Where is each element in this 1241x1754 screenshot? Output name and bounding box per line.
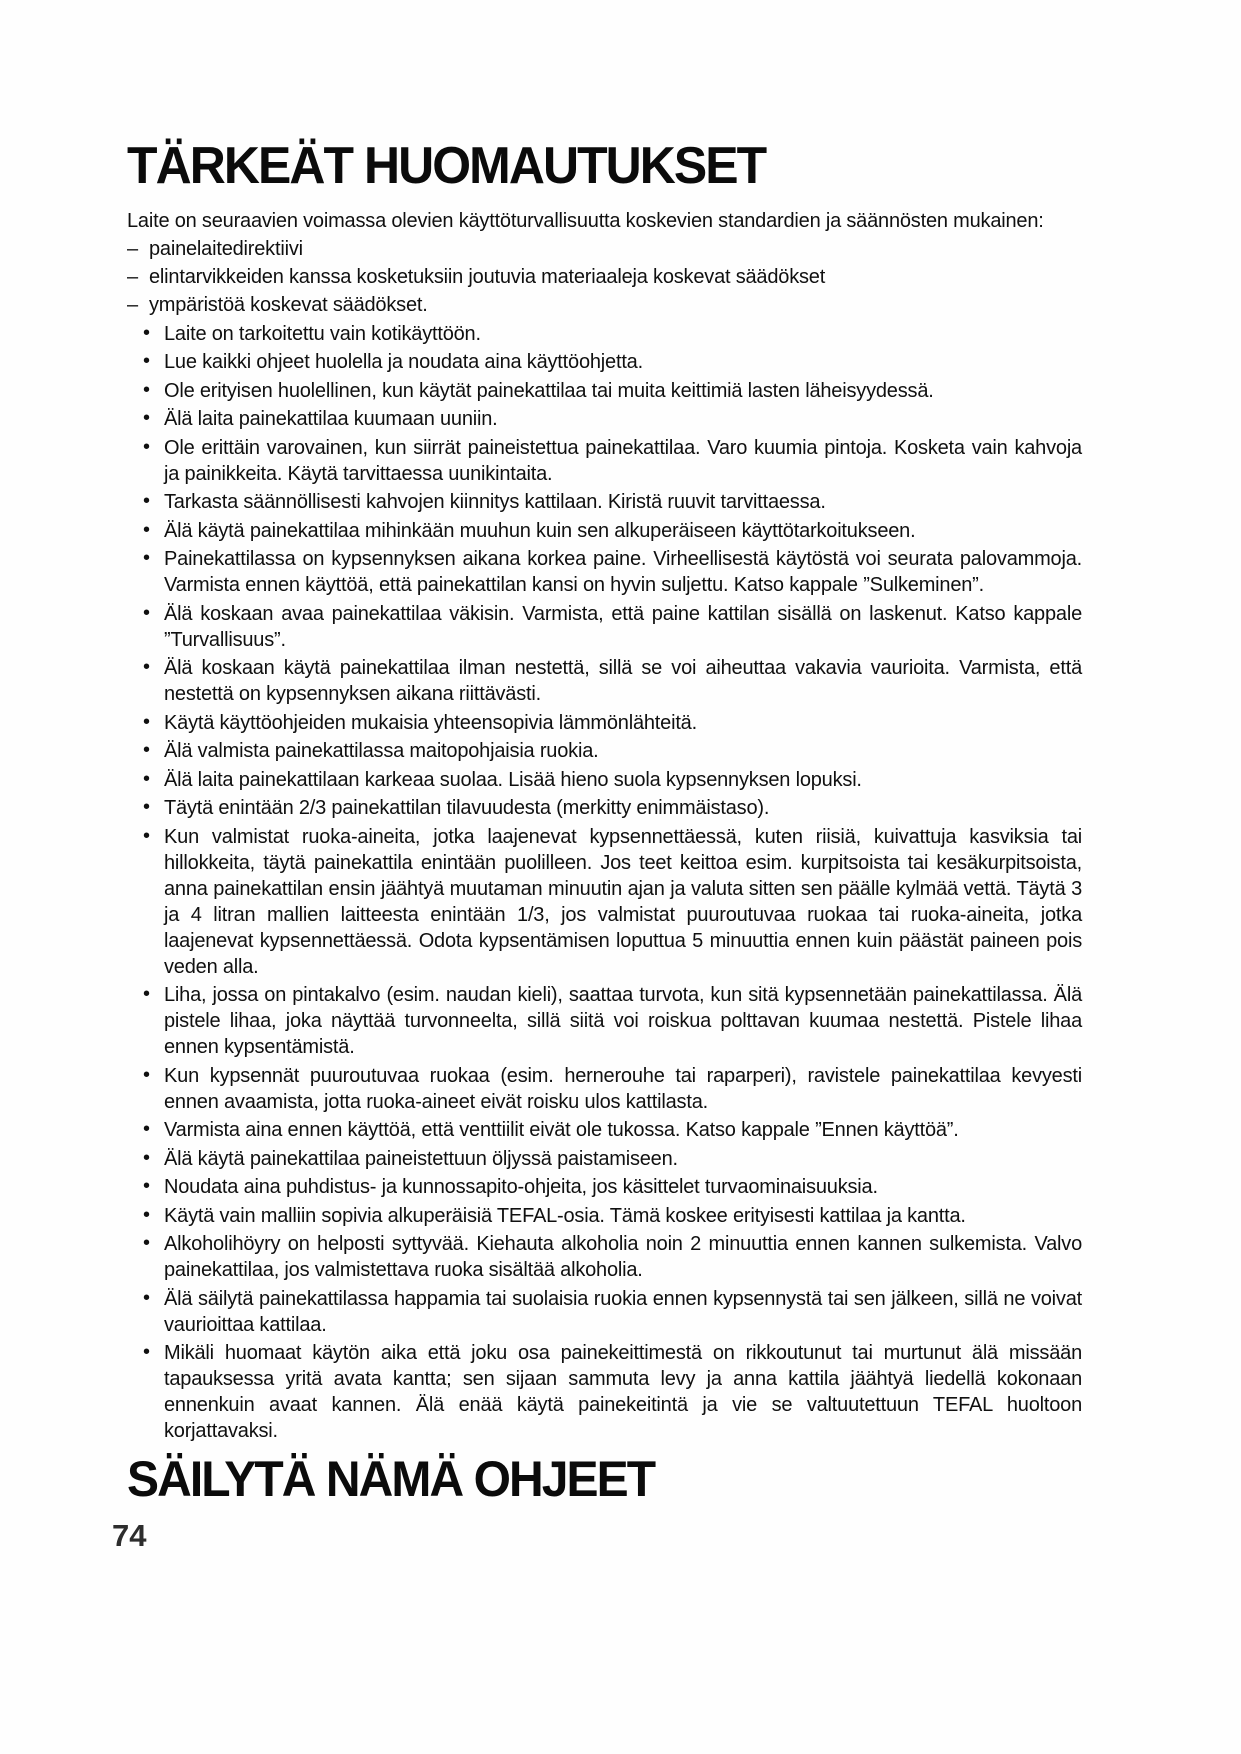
bullet-marker: • (143, 710, 150, 733)
safety-instruction-item (127, 795, 1082, 821)
bullet-marker: • (143, 1232, 150, 1254)
bullet-marker: • (143, 1118, 150, 1140)
safety-instruction-item (127, 435, 1082, 487)
bullet-marker: • (143, 407, 150, 429)
safety-instruction-item (127, 349, 1082, 375)
bullet-marker: • (143, 490, 150, 512)
safety-instruction-item (127, 1203, 1082, 1229)
safety-instruction-item (127, 489, 1082, 515)
compliance-list-item (127, 236, 1082, 262)
safety-instruction-item (127, 1174, 1082, 1200)
bullet-marker: • (143, 1063, 150, 1086)
dash-marker: – (127, 238, 138, 260)
page-title: TÄRKEÄT HUOMAUTUKSET (127, 137, 766, 195)
safety-instruction-text: Mikäli huomaat käytön aika että joku osa painekeittimestä on rikkoutunut tai murtunut älä missään tapauksessa yritä avata kantta; sen sijaan sammuta levy ja anna kattila jäähtyä liedellä kokonaan ennenkuin avaat kannen. Älä enää käytä painekeitintä ja vie se valtuutettuun TEFAL huoltoon korjattavaksi. (164, 1342, 1082, 1442)
bullet-marker: • (143, 1175, 150, 1197)
safety-instruction-text: Älä laita painekattilaan karkeaa suolaa. Lisää hieno suola kypsennyksen lopuksi. (164, 768, 862, 791)
bullet-marker: • (143, 321, 150, 344)
safety-instruction-text: Kun valmistat ruoka-aineita, jotka laajenevat kypsennettäessä, kuten riisiä, kuivattuja kasviksia tai hillokkeita, täytä painekattila enintään puolilleen. Jos teet keittoa esim. kurpitsoista tai kesäkurpitsoista, anna painekattilan ensin jäähtyä muutaman minuutin ajan ja valuta sitten sen päälle kylmää vettä. Täytä 3 ja 4 litran mallien laitteesta enintään 1/3, jos valmistat puuroutuvaa ruokaa tai ruoka-aineita, jotka laajenevat kypsennettäessä. Odota kypsentämisen loputtua 5 minuuttia ennen kuin päästät paineen pois veden alla. (164, 825, 1082, 978)
safety-instruction-text: Täytä enintään 2/3 painekattilan tilavuudesta (merkitty enimmäistaso). (164, 797, 770, 819)
safety-instruction-text: Älä käytä painekattilaa paineistettuun öljyssä paistamiseen. (164, 1147, 678, 1170)
bullet-marker: • (143, 1286, 150, 1309)
safety-instruction-item (127, 378, 1082, 404)
safety-instruction-text: Älä koskaan avaa painekattilaa väkisin. Varmista, että paine kattilan sisällä on laskenut. Katso kappale ”Turvallisuus”. (164, 602, 1082, 651)
safety-instruction-text: Tarkasta säännöllisesti kahvojen kiinnitys kattilaan. Kiristä ruuvit tarvittaessa. (164, 491, 826, 513)
compliance-list (127, 236, 1082, 318)
safety-instruction-item (127, 601, 1082, 653)
safety-instruction-item (127, 406, 1082, 432)
safety-instruction-text: Käytä käyttöohjeiden mukaisia yhteensopivia lämmönlähteitä. (164, 711, 697, 734)
compliance-item-text: ympäristöä koskevat säädökset. (149, 294, 428, 316)
safety-instruction-item (127, 546, 1082, 598)
safety-instruction-text: Älä koskaan käytä painekattilaa ilman nestettä, sillä se voi aiheuttaa vakavia vaurioita. Varmista, että nestettä on kypsennyksen aikana riittävästi. (164, 657, 1082, 705)
safety-instruction-text: Alkoholihöyry on helposti syttyvää. Kiehauta alkoholia noin 2 minuuttia ennen kannen sulkemista. Valvo painekattilaa, jos valmistettava ruoka sisältää alkoholia. (164, 1233, 1082, 1281)
safety-instruction-text: Älä laita painekattilaa kuumaan uuniin. (164, 408, 498, 430)
dash-marker: – (127, 294, 138, 316)
safety-instruction-text: Lue kaikki ohjeet huolella ja noudata aina käyttöohjetta. (164, 351, 643, 373)
safety-instruction-text: Älä käytä painekattilaa mihinkään muuhun kuin sen alkuperäiseen käyttötarkoitukseen. (164, 519, 916, 542)
safety-instruction-text: Varmista aina ennen käyttöä, että venttiilit eivät ole tukossa. Katso kappale ”Ennen käyttöä”. (164, 1119, 959, 1141)
safety-instruction-text: Älä säilytä painekattilassa happamia tai suolaisia ruokia ennen kypsennystä tai sen jälkeen, sillä ne voivat vaurioittaa kattilaa. (164, 1287, 1082, 1336)
safety-instruction-text: Ole erityisen huolellinen, kun käytät painekattilaa tai muita keittimiä lasten läheisyydessä. (164, 379, 934, 402)
compliance-item-text: elintarvikkeiden kanssa kosketuksiin joutuvia materiaaleja koskevat säädökset (149, 266, 826, 288)
bullet-marker: • (143, 378, 150, 401)
safety-instruction-text: Ole erittäin varovainen, kun siirrät paineistettua painekattilaa. Varo kuumia pintoja. Kosketa vain kahvoja ja painikkeita. Käytä tarvittaessa uunikintaita. (164, 436, 1082, 485)
compliance-list-item (127, 292, 1082, 318)
bullet-marker: • (143, 435, 150, 458)
bullet-marker: • (143, 1146, 150, 1169)
safety-instruction-item (127, 824, 1082, 980)
safety-instruction-item (127, 767, 1082, 793)
safety-instruction-item (127, 1146, 1082, 1172)
page-content (112, 137, 1082, 1554)
safety-instruction-text: Painekattilassa on kypsennyksen aikana korkea paine. Virheellisestä käytöstä voi seurata palovammoja. Varmista ennen käyttöä, että painekattilan kansi on hyvin suljettu. Katso kappale ”Sulkeminen”. (164, 548, 1082, 596)
safety-instruction-item (127, 655, 1082, 707)
safety-instruction-item (127, 982, 1082, 1060)
safety-instruction-item (127, 1286, 1082, 1338)
safety-instruction-item (127, 1063, 1082, 1115)
safety-instruction-text: Älä valmista painekattilassa maitopohjaisia ruokia. (164, 740, 599, 762)
safety-instruction-item (127, 738, 1082, 764)
bullet-marker: • (143, 350, 150, 372)
bullet-marker: • (143, 547, 150, 569)
bullet-marker: • (143, 601, 150, 624)
compliance-item-text: painelaitedirektiivi (149, 238, 303, 260)
bullet-marker: • (143, 518, 150, 541)
page-number: 74 (112, 1518, 147, 1553)
safety-instruction-item (127, 1117, 1082, 1143)
safety-instruction-item (127, 1231, 1082, 1283)
compliance-list-item (127, 264, 1082, 290)
bullet-marker: • (143, 767, 150, 790)
safety-instruction-item (127, 1340, 1082, 1444)
safety-instruction-text: Käytä vain malliin sopivia alkuperäisiä TEFAL-osia. Tämä koskee erityisesti kattilaa ja kantta. (164, 1204, 966, 1227)
bullet-marker: • (143, 656, 150, 678)
bullet-marker: • (143, 796, 150, 818)
safety-instruction-item (127, 710, 1082, 736)
bullet-marker: • (143, 983, 150, 1005)
safety-instruction-text: Noudata aina puhdistus- ja kunnossapito-ohjeita, jos käsittelet turvaominaisuuksia. (164, 1176, 878, 1198)
safety-instruction-text: Kun kypsennät puuroutuvaa ruokaa (esim. hernerouhe tai raparperi), ravistele painekattilaa kevyesti ennen avaamista, jotta ruoka-aineet eivät roisku ulos kattilasta. (164, 1064, 1082, 1113)
footer-heading: SÄILYTÄ NÄMÄ OHJEET (127, 1451, 655, 1507)
bullet-marker: • (143, 1203, 150, 1226)
bullet-marker: • (143, 824, 150, 847)
safety-instructions-list (127, 321, 1082, 1445)
safety-instruction-item (127, 321, 1082, 347)
bullet-marker: • (143, 1341, 150, 1363)
dash-marker: – (127, 266, 138, 288)
safety-instruction-text: Laite on tarkoitettu vain kotikäyttöön. (164, 322, 481, 345)
safety-instruction-text: Liha, jossa on pintakalvo (esim. naudan kieli), saattaa turvota, kun sitä kypsennetään painekattilassa. Älä pistele lihaa, joka näyttää turvonneelta, sillä siitä voi roiskua polttavan kuumaa nestettä. Pistele lihaa ennen kypsentämistä. (164, 984, 1082, 1058)
intro-paragraph: Laite on seuraavien voimassa olevien käyttöturvallisuutta koskevien standardien ja säännösten mukainen: (127, 210, 1044, 232)
safety-instruction-item (127, 518, 1082, 544)
bullet-marker: • (143, 739, 150, 761)
